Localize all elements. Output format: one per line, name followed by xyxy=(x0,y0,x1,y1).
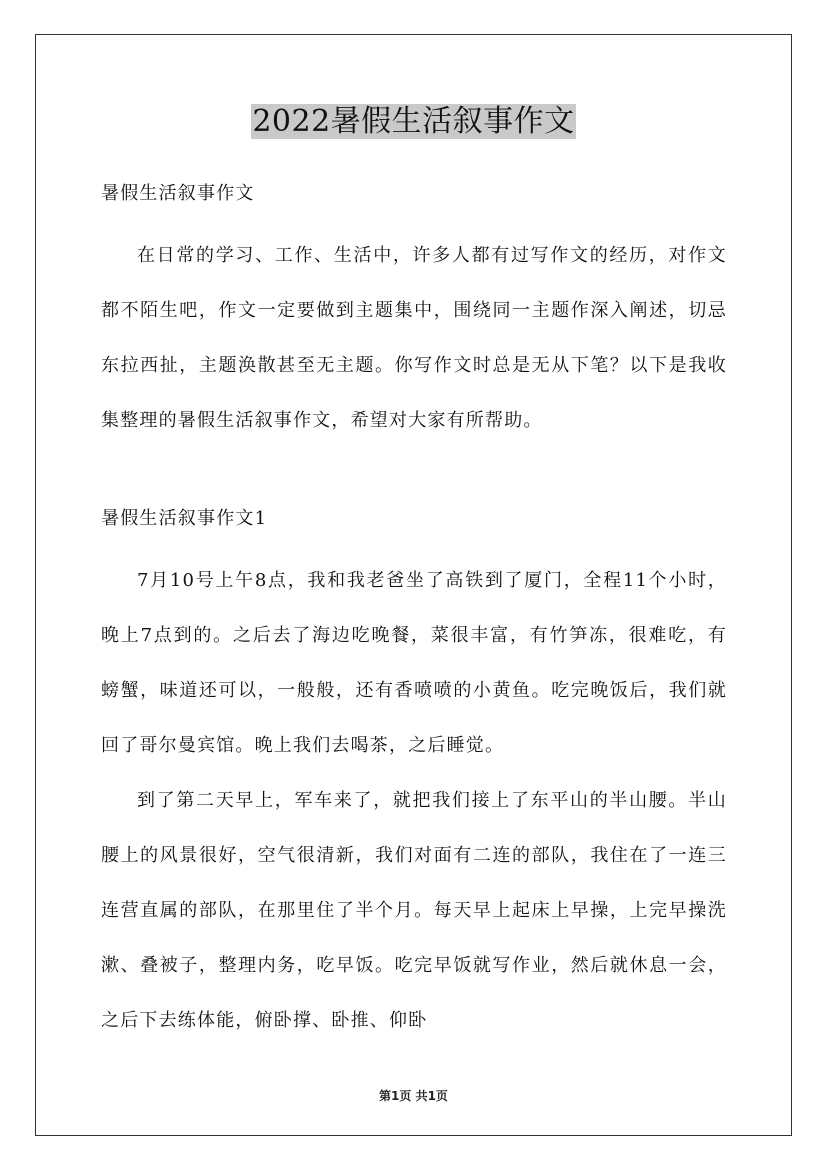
body-paragraph-2: 到了第二天早上，军车来了，就把我们接上了东平山的半山腰。半山腰上的风景很好，空气很清新，我们对面有二连的部队，我住在了一连三连营直属的部队，在那里住了半个月。每天早上起床上早操，上完早操洗漱、叠被子，整理内务，吃早饭。吃完早饭就写作业，然后就休息一会，之后下去练体能，俯卧撑、卧推、仰卧 xyxy=(101,790,727,1031)
document-subtitle: 暑假生活叙事作文 xyxy=(101,183,255,204)
spacer xyxy=(101,212,727,228)
spacer xyxy=(101,448,727,500)
page-number-label: 第1页 共1页 xyxy=(379,1089,448,1103)
section-heading: 暑假生活叙事作文1 xyxy=(101,508,268,529)
page-footer xyxy=(0,1088,827,1104)
body-paragraph-1: 7月10号上午8点，我和我老爸坐了高铁到了厦门，全程11个小时，晚上7点到的。之后去了海边吃晚餐，菜很丰富，有竹笋冻，很难吃，有螃蟹，味道还可以，一般般，还有香喷喷的小黄鱼。吃完晚饭后，我们就回了哥尔曼宾馆。晚上我们去喝茶，之后睡觉。 xyxy=(101,570,727,756)
document-title-text: 2022暑假生活叙事作文 xyxy=(252,104,575,139)
document-body xyxy=(101,175,727,1048)
intro-paragraph: 在日常的学习、工作、生活中，许多人都有过写作文的经历，对作文都不陌生吧，作文一定要做到主题集中，围绕同一主题作深入阐述，切忌东拉西扯，主题涣散甚至无主题。你写作文时总是无从下笔？以下是我收集整理的暑假生活叙事作文，希望对大家有所帮助。 xyxy=(101,245,727,431)
spacer xyxy=(101,537,727,553)
document-title xyxy=(0,102,827,142)
